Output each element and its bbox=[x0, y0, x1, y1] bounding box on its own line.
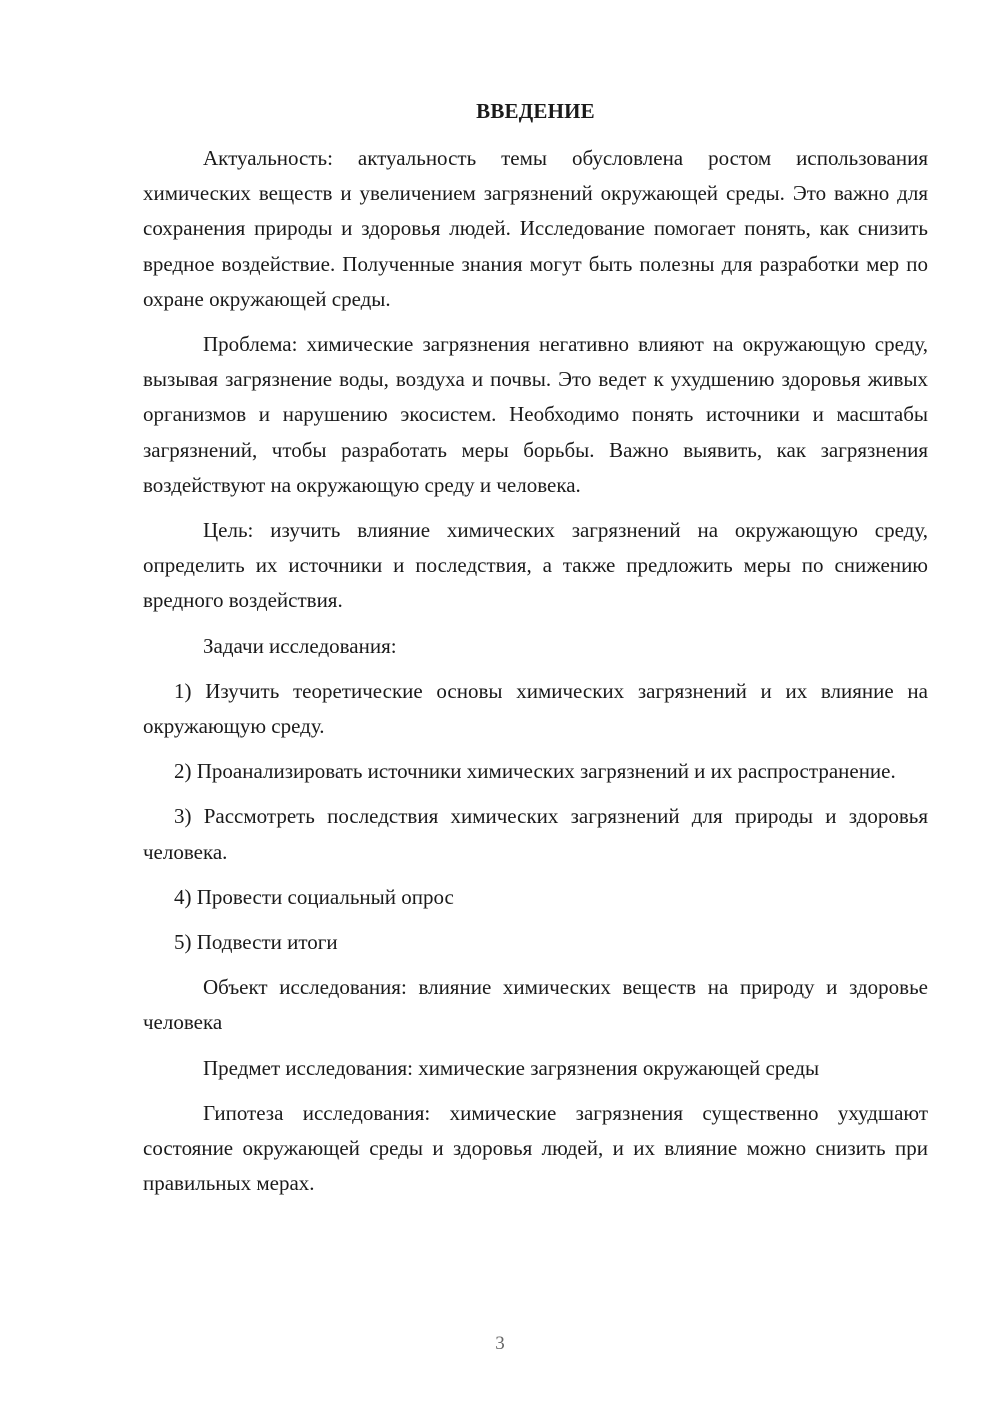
relevance-paragraph: Актуальность: актуальность темы обусловлена ростом использования химических веществ и увеличением загрязнений окружающей среды. Это важно для сохранения природы и здоровья людей. Исследование помогает понять, как снизить вредное воздействие. Полученные знания могут быть полезны для разработки мер по охране окружающей среды. bbox=[143, 146, 928, 311]
page-title: ВВЕДЕНИЕ bbox=[476, 99, 595, 123]
tasks-heading: Задачи исследования: bbox=[203, 633, 397, 658]
task-item-5: 5) Подвести итоги bbox=[174, 930, 338, 955]
research-subject-paragraph: Предмет исследования: химические загрязнения окружающей среды bbox=[203, 1055, 820, 1080]
page-number: 3 bbox=[495, 1333, 505, 1354]
problem-paragraph: Проблема: химические загрязнения негативно влияют на окружающую среду, вызывая загрязнение воды, воздуха и почвы. Это ведет к ухудшению здоровья живых организмов и нарушению экосистем. Необходимо понять источники и масштабы загрязнений, чтобы разработать меры борьбы. Важно выявить, как загрязнения воздействуют на окружающую среду и человека. bbox=[143, 332, 928, 497]
task-item-3: 3) Рассмотреть последствия химических загрязнений для природы и здоровья человека. bbox=[143, 804, 928, 864]
research-hypothesis-paragraph: Гипотеза исследования: химические загрязнения существенно ухудшают состояние окружающей среды и здоровья людей, и их влияние можно снизить при правильных мерах. bbox=[143, 1100, 928, 1196]
document-page bbox=[143, 94, 928, 1211]
task-item-1: 1) Изучить теоретические основы химических загрязнений и их влияние на окружающую среду. bbox=[143, 678, 928, 739]
research-object-paragraph: Объект исследования: влияние химических веществ на природу и здоровье человека bbox=[143, 975, 928, 1035]
task-item-2: 2) Проанализировать источники химических загрязнений и их распространение. bbox=[174, 759, 896, 784]
task-item-4: 4) Провести социальный опрос bbox=[174, 884, 454, 909]
goal-paragraph: Цель: изучить влияние химических загрязнений на окружающую среду, определить их источники и последствия, а также предложить меры по снижению вредного воздействия. bbox=[143, 518, 928, 613]
